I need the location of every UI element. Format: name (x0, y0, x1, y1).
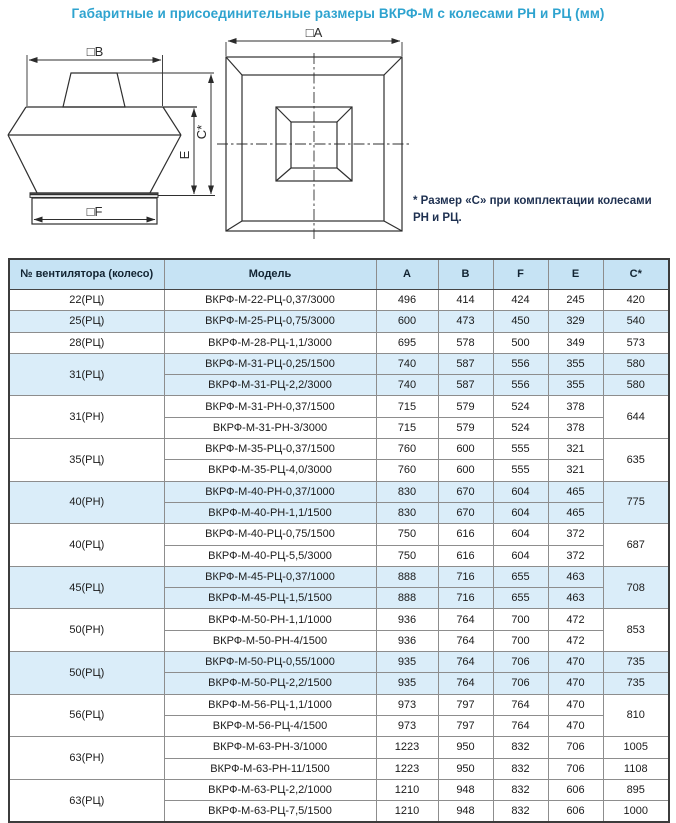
column-header: C* (603, 259, 669, 290)
dim-b-cell: 950 (438, 737, 493, 758)
column-header: Модель (164, 259, 376, 290)
dim-c-cell: 1108 (603, 758, 669, 779)
dim-c-cell: 540 (603, 311, 669, 332)
dim-e-cell: 372 (548, 524, 603, 545)
dim-f-cell: 424 (493, 290, 548, 311)
table-header (9, 259, 669, 290)
dim-e-cell: 472 (548, 630, 603, 651)
dim-c-cell: 687 (603, 524, 669, 567)
wheel-cell: 50(РЦ) (9, 652, 164, 695)
model-cell: ВКРФ-М-50-РН-1,1/1000 (164, 609, 376, 630)
dim-a-cell: 750 (376, 545, 438, 566)
dim-e-label: E (177, 150, 192, 160)
wheel-cell: 56(РЦ) (9, 694, 164, 737)
dim-c-cell: 708 (603, 566, 669, 609)
model-cell: ВКРФ-М-56-РЦ-4/1500 (164, 715, 376, 736)
model-cell: ВКРФ-М-63-РЦ-7,5/1500 (164, 801, 376, 823)
dim-f-cell: 604 (493, 545, 548, 566)
dim-e-cell: 470 (548, 673, 603, 694)
dim-b-cell: 716 (438, 566, 493, 587)
dim-a-cell: 973 (376, 715, 438, 736)
dim-b-cell: 600 (438, 460, 493, 481)
dim-f-cell: 604 (493, 524, 548, 545)
dim-e-cell: 470 (548, 652, 603, 673)
dim-b-cell: 616 (438, 524, 493, 545)
dim-f-cell: 700 (493, 609, 548, 630)
model-cell: ВКРФ-М-40-РН-1,1/1500 (164, 502, 376, 523)
dim-a-cell: 935 (376, 652, 438, 673)
wheel-cell: 31(РЦ) (9, 353, 164, 396)
dim-c-label: C* (194, 124, 209, 140)
model-cell: ВКРФ-М-45-РЦ-1,5/1500 (164, 588, 376, 609)
dim-c-cell: 580 (603, 353, 669, 374)
dim-e-cell: 606 (548, 801, 603, 823)
dim-b-cell: 764 (438, 609, 493, 630)
dim-a-cell: 1210 (376, 779, 438, 800)
dim-f-cell: 706 (493, 652, 548, 673)
model-cell: ВКРФ-М-31-РН-3/3000 (164, 417, 376, 438)
table-row (9, 332, 669, 353)
wheel-cell: 22(РЦ) (9, 290, 164, 311)
wheel-cell: 28(РЦ) (9, 332, 164, 353)
dim-b-cell: 797 (438, 694, 493, 715)
table-row (9, 779, 669, 800)
table-row (9, 566, 669, 587)
table-row (9, 311, 669, 332)
dim-f-cell: 700 (493, 630, 548, 651)
dim-c-cell: 573 (603, 332, 669, 353)
dim-f-cell: 764 (493, 715, 548, 736)
wheel-cell: 31(РН) (9, 396, 164, 439)
table-row (9, 290, 669, 311)
dim-a-cell: 715 (376, 417, 438, 438)
dim-b-cell: 579 (438, 417, 493, 438)
table-row (9, 652, 669, 673)
dim-f-cell: 556 (493, 375, 548, 396)
wheel-cell: 63(РЦ) (9, 779, 164, 822)
dim-a-cell: 496 (376, 290, 438, 311)
top-view-drawing (217, 41, 411, 239)
dim-c-cell: 644 (603, 396, 669, 439)
dim-c-cell: 420 (603, 290, 669, 311)
dim-a-cell: 936 (376, 630, 438, 651)
dim-a-cell: 760 (376, 439, 438, 460)
model-cell: ВКРФ-М-50-РЦ-2,2/1500 (164, 673, 376, 694)
dim-c-cell: 895 (603, 779, 669, 800)
dim-f-cell: 604 (493, 481, 548, 502)
model-cell: ВКРФ-М-31-РН-0,37/1500 (164, 396, 376, 417)
dim-a-cell: 888 (376, 566, 438, 587)
column-header: F (493, 259, 548, 290)
dim-f-cell: 555 (493, 460, 548, 481)
dim-b-cell: 670 (438, 481, 493, 502)
table-row (9, 694, 669, 715)
dim-e-cell: 465 (548, 502, 603, 523)
dim-a-cell: 1223 (376, 737, 438, 758)
model-cell: ВКРФ-М-25-РЦ-0,75/3000 (164, 311, 376, 332)
dim-f-cell: 556 (493, 353, 548, 374)
dim-a-cell: 760 (376, 460, 438, 481)
dim-a-cell: 740 (376, 375, 438, 396)
dim-f-cell: 555 (493, 439, 548, 460)
dim-c-cell: 775 (603, 481, 669, 524)
dim-b-cell: 764 (438, 673, 493, 694)
dim-a-cell: 695 (376, 332, 438, 353)
model-cell: ВКРФ-М-63-РН-3/1000 (164, 737, 376, 758)
dim-f-cell: 524 (493, 417, 548, 438)
side-view-drawing (8, 55, 215, 224)
dim-a-cell: 1210 (376, 801, 438, 823)
dim-f-cell: 706 (493, 673, 548, 694)
dim-c-cell: 735 (603, 652, 669, 673)
dim-f-cell: 450 (493, 311, 548, 332)
dim-e-cell: 706 (548, 758, 603, 779)
dim-b-cell: 579 (438, 396, 493, 417)
column-header: № вентилятора (колесо) (9, 259, 164, 290)
table-row (9, 353, 669, 374)
model-cell: ВКРФ-М-45-РЦ-0,37/1000 (164, 566, 376, 587)
table-row (9, 481, 669, 502)
dim-f-cell: 764 (493, 694, 548, 715)
dim-e-cell: 321 (548, 439, 603, 460)
model-cell: ВКРФ-М-40-РН-0,37/1000 (164, 481, 376, 502)
dim-b-cell: 764 (438, 630, 493, 651)
model-cell: ВКРФ-М-50-РЦ-0,55/1000 (164, 652, 376, 673)
dim-e-cell: 465 (548, 481, 603, 502)
dim-e-cell: 470 (548, 694, 603, 715)
model-cell: ВКРФ-М-22-РЦ-0,37/3000 (164, 290, 376, 311)
model-cell: ВКРФ-М-31-РЦ-2,2/3000 (164, 375, 376, 396)
dim-a-cell: 750 (376, 524, 438, 545)
model-cell: ВКРФ-М-35-РЦ-0,37/1500 (164, 439, 376, 460)
wheel-cell: 35(РЦ) (9, 439, 164, 482)
table-row (9, 396, 669, 417)
dim-c-cell: 580 (603, 375, 669, 396)
dim-b-cell: 764 (438, 652, 493, 673)
dim-b-cell: 797 (438, 715, 493, 736)
dim-b-cell: 587 (438, 353, 493, 374)
column-header: B (438, 259, 493, 290)
dim-e-cell: 329 (548, 311, 603, 332)
model-cell: ВКРФ-М-40-РЦ-5,5/3000 (164, 545, 376, 566)
column-header: A (376, 259, 438, 290)
dim-a-label: □A (305, 28, 323, 40)
dim-a-cell: 740 (376, 353, 438, 374)
model-cell: ВКРФ-М-50-РН-4/1500 (164, 630, 376, 651)
dim-a-cell: 715 (376, 396, 438, 417)
dim-f-cell: 832 (493, 801, 548, 823)
dim-b-cell: 473 (438, 311, 493, 332)
footnote: * Размер «С» при комплектации колесами РН и РЦ. (413, 195, 652, 225)
dim-a-cell: 973 (376, 694, 438, 715)
dim-c-cell: 635 (603, 439, 669, 482)
wheel-cell: 45(РЦ) (9, 566, 164, 609)
dim-a-cell: 830 (376, 481, 438, 502)
wheel-cell: 25(РЦ) (9, 311, 164, 332)
table-body (9, 290, 669, 823)
dim-b-cell: 616 (438, 545, 493, 566)
wheel-cell: 50(РН) (9, 609, 164, 652)
model-cell: ВКРФ-М-31-РЦ-0,25/1500 (164, 353, 376, 374)
wheel-cell: 40(РЦ) (9, 524, 164, 567)
model-cell: ВКРФ-М-40-РЦ-0,75/1500 (164, 524, 376, 545)
dim-f-cell: 832 (493, 779, 548, 800)
dim-f-cell: 524 (493, 396, 548, 417)
dim-b-cell: 948 (438, 779, 493, 800)
dim-e-cell: 378 (548, 417, 603, 438)
dim-b-label: □B (86, 44, 104, 59)
dim-b-cell: 716 (438, 588, 493, 609)
dim-f-label: □F (86, 204, 103, 219)
dim-a-cell: 600 (376, 311, 438, 332)
dim-e-cell: 245 (548, 290, 603, 311)
dim-f-cell: 655 (493, 588, 548, 609)
dim-b-cell: 587 (438, 375, 493, 396)
dim-b-cell: 950 (438, 758, 493, 779)
dim-c-cell: 853 (603, 609, 669, 652)
dim-c-cell: 1000 (603, 801, 669, 823)
dim-e-cell: 472 (548, 609, 603, 630)
dim-c-cell: 810 (603, 694, 669, 737)
table-row (9, 524, 669, 545)
dim-a-cell: 936 (376, 609, 438, 630)
model-cell: ВКРФ-М-63-РН-11/1500 (164, 758, 376, 779)
column-header: E (548, 259, 603, 290)
dim-f-cell: 832 (493, 737, 548, 758)
dim-e-cell: 463 (548, 588, 603, 609)
dim-e-cell: 378 (548, 396, 603, 417)
dim-f-cell: 500 (493, 332, 548, 353)
dim-f-cell: 604 (493, 502, 548, 523)
table-row (9, 737, 669, 758)
table-row (9, 439, 669, 460)
model-cell: ВКРФ-М-56-РЦ-1,1/1000 (164, 694, 376, 715)
dim-a-cell: 888 (376, 588, 438, 609)
dim-e-cell: 463 (548, 566, 603, 587)
dim-e-cell: 372 (548, 545, 603, 566)
dim-c-cell: 1005 (603, 737, 669, 758)
model-cell: ВКРФ-М-28-РЦ-1,1/3000 (164, 332, 376, 353)
dim-e-cell: 355 (548, 375, 603, 396)
dimensions-table (8, 258, 670, 823)
dim-a-cell: 1223 (376, 758, 438, 779)
dim-e-cell: 470 (548, 715, 603, 736)
dim-c-cell: 735 (603, 673, 669, 694)
dim-e-cell: 355 (548, 353, 603, 374)
dim-e-cell: 706 (548, 737, 603, 758)
dim-a-cell: 935 (376, 673, 438, 694)
wheel-cell: 40(РН) (9, 481, 164, 524)
dim-e-cell: 349 (548, 332, 603, 353)
dim-b-cell: 578 (438, 332, 493, 353)
model-cell: ВКРФ-М-63-РЦ-2,2/1000 (164, 779, 376, 800)
dim-b-cell: 414 (438, 290, 493, 311)
wheel-cell: 63(РН) (9, 737, 164, 780)
dim-e-cell: 606 (548, 779, 603, 800)
dim-f-cell: 832 (493, 758, 548, 779)
page-title: Габаритные и присоединительные размеры ВКРФ-М с колесами РН и РЦ (мм) (71, 6, 605, 21)
dim-b-cell: 600 (438, 439, 493, 460)
dim-e-cell: 321 (548, 460, 603, 481)
header-row (9, 259, 669, 290)
dim-b-cell: 670 (438, 502, 493, 523)
model-cell: ВКРФ-М-35-РЦ-4,0/3000 (164, 460, 376, 481)
table-row (9, 609, 669, 630)
dim-b-cell: 948 (438, 801, 493, 823)
dim-f-cell: 655 (493, 566, 548, 587)
dim-a-cell: 830 (376, 502, 438, 523)
